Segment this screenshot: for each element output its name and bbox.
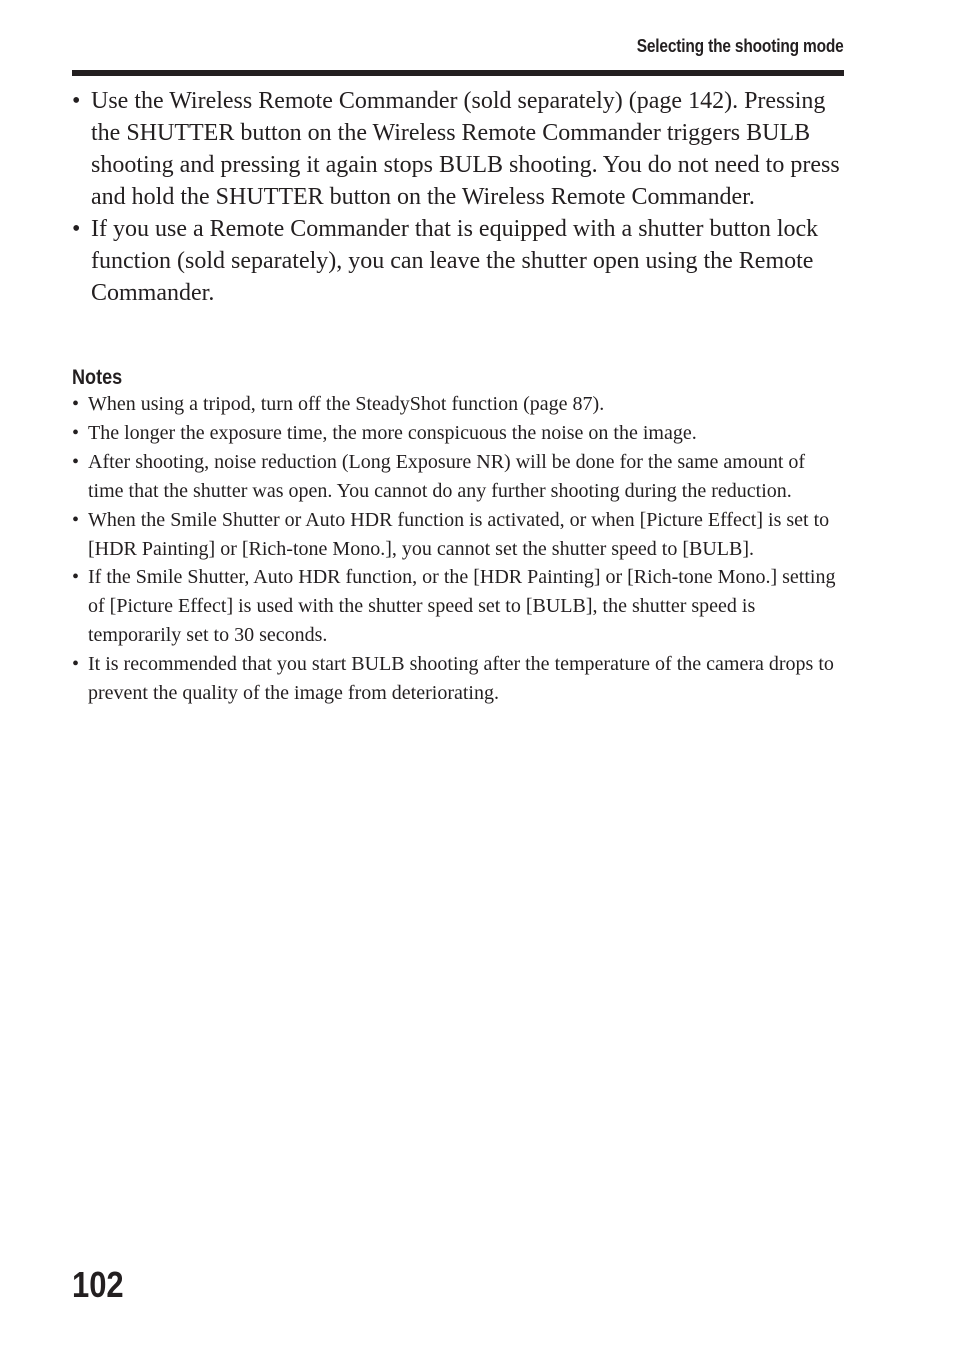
bullet-glyph: •: [72, 508, 80, 531]
header-rule: [72, 70, 844, 76]
note-text: When the Smile Shutter or Auto HDR function is activated, or when [Picture Effect] is set to [HDR Painting] or [Rich-tone Mono.], you cannot set the shutter speed to [BULB].: [88, 508, 830, 560]
note-item: [72, 563, 844, 650]
note-item: [72, 419, 844, 448]
notes-list: [72, 390, 844, 708]
note-item: [72, 390, 844, 419]
bullet-glyph: •: [72, 216, 81, 242]
list-item: [72, 213, 844, 309]
page-number: 102: [72, 1264, 124, 1305]
running-header: Selecting the shooting mode: [637, 36, 844, 56]
note-text: When using a tripod, turn off the SteadyShot function (page 87).: [88, 393, 605, 415]
list-item-text: Use the Wireless Remote Commander (sold separately) (page 142). Pressing the SHUTTER button on the Wireless Remote Commander triggers BULB shooting and pressing it again stops BULB shooting. You do not need to press and hold the SHUTTER button on the Wireless Remote Commander.: [91, 88, 840, 210]
note-item: [72, 506, 844, 564]
bullet-glyph: •: [72, 653, 80, 676]
note-item: [72, 448, 844, 506]
list-item: [72, 85, 844, 213]
note-text: After shooting, noise reduction (Long Exposure NR) will be done for the same amount of time that the shutter was open. You cannot do any further shooting during the reduction.: [88, 450, 806, 502]
bullet-glyph: •: [72, 421, 80, 444]
notes-heading: Notes: [72, 366, 123, 389]
list-item-text: If you use a Remote Commander that is equipped with a shutter button lock function (sold separately), you can leave the shutter open using the Remote Commander.: [91, 216, 819, 306]
bullet-glyph: •: [72, 88, 81, 114]
bullet-glyph: •: [72, 566, 80, 589]
note-item: [72, 650, 844, 708]
bullet-glyph: •: [72, 450, 80, 473]
bullet-glyph: •: [72, 393, 80, 415]
note-text: It is recommended that you start BULB shooting after the temperature of the camera drops to prevent the quality of the image from deteriorating.: [88, 653, 834, 705]
main-bullet-list: [72, 85, 844, 309]
note-text: The longer the exposure time, the more conspicuous the noise on the image.: [88, 421, 697, 444]
note-text: If the Smile Shutter, Auto HDR function, or the [HDR Painting] or [Rich-tone Mono.] setting of [Picture Effect] is used with the shutter speed set to [BULB], the shutter speed is temporarily set to 30 seconds.: [88, 566, 836, 647]
